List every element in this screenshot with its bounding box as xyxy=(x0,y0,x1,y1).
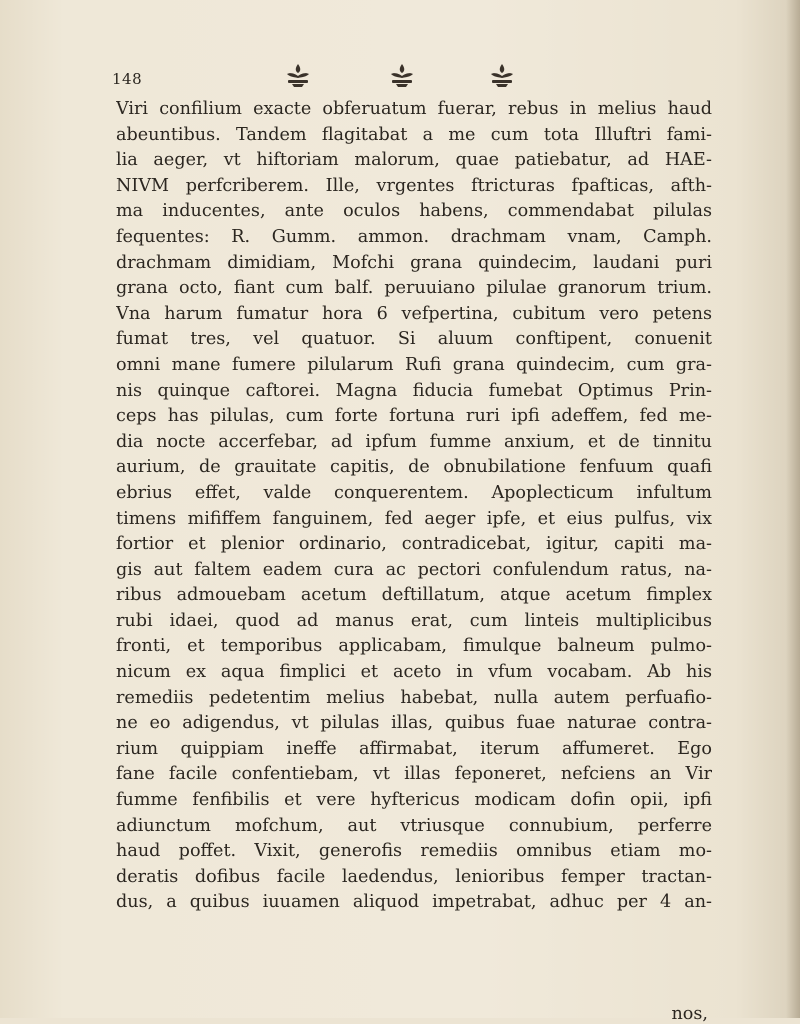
text-line: grana octo, fiant cum balf. peruuiano pilulae granorum trium. xyxy=(116,278,712,299)
text-line: ma inducentes, ante oculos habens, commendabat pilulas xyxy=(116,201,712,222)
text-line: dus, a quibus iuuamen aliquod impetrabat, adhuc per 4 an- xyxy=(116,892,712,913)
catchword: nos, xyxy=(671,1004,708,1024)
text-line: deratis dofibus facile laedendus, lenioribus femper tractan- xyxy=(116,866,712,887)
text-line: rium quippiam ineffe affirmabat, iterum affumeret. Ego xyxy=(116,738,712,759)
text-line: lia aeger, vt hiftoriam malorum, quae patiebatur, ad HAE- xyxy=(116,150,712,171)
page-number: 148 xyxy=(112,70,143,88)
text-line: haud poffet. Vixit, generofis remediis omnibus etiam mo- xyxy=(116,841,712,862)
text-line: adiunctum mofchum, aut vtriusque connubium, perferre xyxy=(116,815,712,836)
text-line: fronti, et temporibus applicabam, fimulque balneum pulmo- xyxy=(116,636,712,657)
text-line: nis quinque caftorei. Magna fiducia fumebat Optimus Prin- xyxy=(116,380,712,401)
text-line: Viri confilium exacte obferuatum fuerar, rebus in melius haud xyxy=(116,99,712,119)
text-line: ne eo adigendus, vt pilulas illas, quibus fuae naturae contra- xyxy=(116,713,712,734)
text-line: aurium, de grauitate capitis, de obnubilatione fenfuum quafi xyxy=(116,457,712,478)
fleuron-icon xyxy=(488,62,516,88)
text-line: nicum ex aqua fimplici et aceto in vfum vocabam. Ab his xyxy=(116,662,712,683)
text-line: NIVM perfcriberem. Ille, vrgentes ftricturas fpafticas, afth- xyxy=(116,175,712,196)
text-line: gis aut faltem eadem cura ac pectori confulendum ratus, na- xyxy=(116,559,712,580)
text-line: ebrius effet, valde conquerentem. Apoplecticum infultum xyxy=(116,482,712,503)
fleuron-icon xyxy=(284,62,312,88)
page-edge-shadow xyxy=(786,0,800,1018)
text-line: timens mififfem fanguinem, fed aeger ipfe, et eius pulfus, vix xyxy=(116,508,712,529)
text-line: remediis pedetentim melius habebat, nulla autem perfuafio- xyxy=(116,687,712,708)
text-line: ceps has pilulas, cum forte fortuna ruri ipfi adeffem, fed me- xyxy=(116,406,712,427)
text-line: fane facile confentiebam, vt illas feponeret, nefciens an Vir xyxy=(116,764,712,785)
fleuron-icon xyxy=(388,62,416,88)
text-line: rubi idaei, quod ad manus erat, cum linteis multiplicibus xyxy=(116,610,712,631)
text-line: Vna harum fumatur hora 6 vefpertina, cubitum vero petens xyxy=(116,303,712,324)
text-line: fumme fenfibilis et vere hyftericus modicam dofin opii, ipfi xyxy=(116,790,712,811)
text-line: fortior et plenior ordinario, contradicebat, igitur, capiti ma- xyxy=(116,534,712,555)
text-line: ribus admouebam acetum deftillatum, atque acetum fimplex xyxy=(116,585,712,606)
text-line: drachmam dimidiam, Mofchi grana quindecim, laudani puri xyxy=(116,252,712,273)
text-line: fumat tres, vel quatuor. Si aluum conftipent, conuenit xyxy=(116,329,712,350)
text-line: fequentes: R. Gumm. ammon. drachmam vnam, Camph. xyxy=(116,226,712,247)
text-line: abeuntibus. Tandem flagitabat a me cum tota Illuftri fami- xyxy=(116,124,712,145)
header-ornaments xyxy=(262,62,542,92)
text-line: dia nocte accerfebar, ad ipfum fumme anxium, et de tinnitu xyxy=(116,431,712,452)
body-text xyxy=(116,97,712,916)
text-line: omni mane fumere pilularum Rufi grana quindecim, cum gra- xyxy=(116,354,712,375)
page-header xyxy=(112,62,582,92)
